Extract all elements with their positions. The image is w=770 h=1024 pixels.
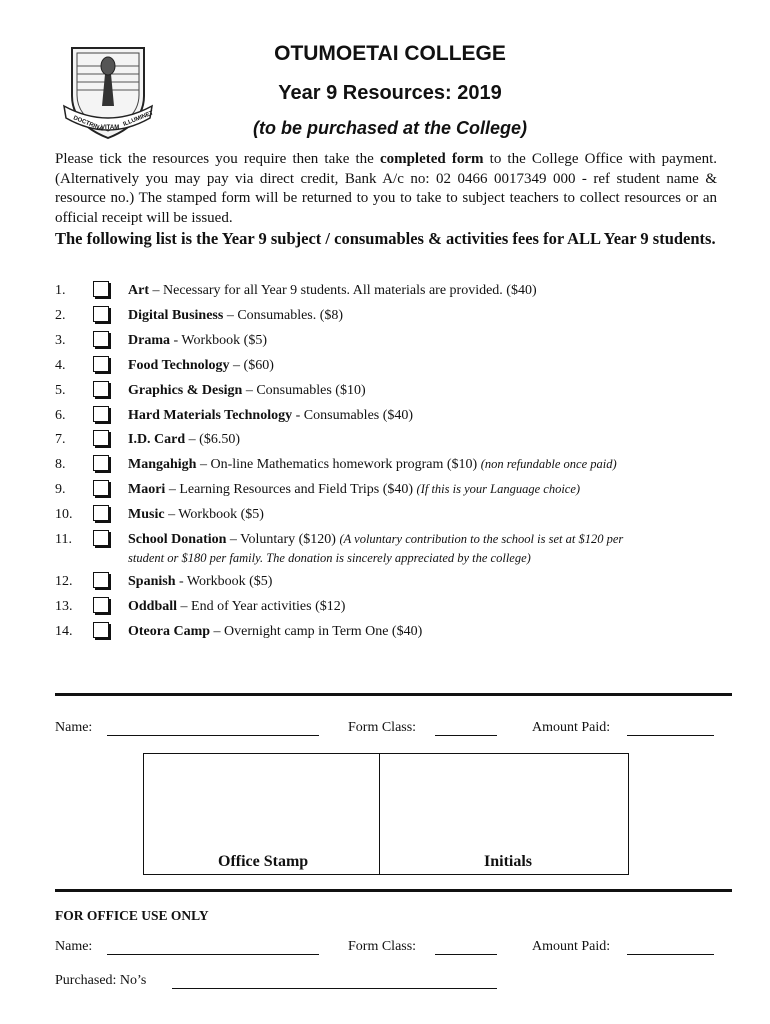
college-crest-logo (62, 44, 154, 142)
office-form-class-field[interactable] (435, 954, 497, 955)
name-label: Name: (55, 720, 93, 735)
item-name: Music (128, 507, 165, 522)
item-name: Art (128, 283, 149, 298)
crest-word-3: ILLUMINET (122, 110, 154, 128)
item-number: 6. (55, 408, 66, 423)
name-field[interactable] (107, 735, 319, 736)
office-name-label: Name: (55, 939, 93, 954)
item-checkbox[interactable] (93, 622, 109, 638)
item-note: (A voluntary contribution to the school is set at $120 per (339, 532, 624, 546)
item-name: Food Technology (128, 358, 230, 373)
item-description: – Learning Resources and Field Trips ($40) (165, 482, 417, 497)
item-description: – ($6.50) (185, 432, 240, 447)
divider (55, 693, 732, 696)
item-number: 12. (55, 574, 73, 589)
purchased-field[interactable] (172, 988, 497, 989)
item-name: Maori (128, 482, 166, 497)
item-checkbox[interactable] (93, 455, 109, 471)
item-name: Graphics & Design (128, 383, 243, 398)
item-description: – Consumables ($10) (242, 383, 366, 398)
item-text (128, 574, 272, 590)
item-text (128, 283, 537, 299)
item-number: 8. (55, 457, 66, 472)
item-number: 11. (55, 532, 72, 547)
item-text (128, 457, 617, 473)
item-description: – Workbook ($5) (164, 507, 264, 522)
form-class-field[interactable] (435, 735, 497, 736)
item-name: Digital Business (128, 308, 224, 323)
item-name: Hard Materials Technology (128, 408, 293, 423)
intro-text-1: Please tick the resources you require then take the (55, 151, 380, 167)
office-amount-paid-label: Amount Paid: (532, 939, 611, 954)
item-number: 3. (55, 333, 66, 348)
item-text (128, 358, 274, 374)
list-heading: The following list is the Year 9 subject / consumables & activities fees for ALL Year 9 students. (55, 229, 716, 248)
amount-paid-field[interactable] (627, 735, 714, 736)
item-number: 7. (55, 432, 66, 447)
item-checkbox[interactable] (93, 430, 109, 446)
item-text (128, 383, 366, 399)
item-text (128, 408, 413, 424)
item-number: 1. (55, 283, 66, 298)
item-checkbox[interactable] (93, 480, 109, 496)
crest-word-1: DOCTRINA (72, 115, 104, 133)
item-description: – On-line Mathematics homework program ($10) (196, 457, 481, 472)
item-text (128, 624, 422, 640)
item-checkbox[interactable] (93, 597, 109, 613)
stamp-box-divider (379, 753, 380, 875)
item-name: Drama (128, 333, 170, 348)
item-description: - Consumables ($40) (292, 408, 414, 423)
office-form-class-label: Form Class: (348, 939, 417, 954)
purchased-label: Purchased: No’s (55, 973, 147, 988)
item-name: Oteora Camp (128, 624, 211, 639)
item-description: – Voluntary ($120) (226, 532, 340, 547)
item-number: 10. (55, 507, 73, 522)
initials-label: Initials (484, 853, 533, 870)
item-name: School Donation (128, 532, 227, 547)
item-number: 4. (55, 358, 66, 373)
amount-paid-label: Amount Paid: (532, 720, 611, 735)
item-text (128, 333, 267, 349)
item-text (128, 507, 264, 523)
item-number: 14. (55, 624, 73, 639)
office-amount-paid-field[interactable] (627, 954, 714, 955)
item-number: 9. (55, 482, 66, 497)
form-class-label: Form Class: (348, 720, 417, 735)
item-checkbox[interactable] (93, 356, 109, 372)
item-name: Spanish (128, 574, 176, 589)
item-checkbox[interactable] (93, 281, 109, 297)
instructions-paragraph (55, 150, 717, 228)
item-number: 5. (55, 383, 66, 398)
item-number: 13. (55, 599, 73, 614)
item-name: Mangahigh (128, 457, 197, 472)
item-note-continued: student or $180 per family. The donation is sincerely appreciated by the college) (128, 551, 531, 565)
intro-bold: completed form (379, 151, 484, 167)
item-text (128, 599, 345, 615)
page-subtitle: (to be purchased at the College) (252, 118, 528, 138)
item-note: (If this is your Language choice) (416, 482, 581, 496)
item-note: (non refundable once paid) (480, 457, 617, 471)
item-description: – End of Year activities ($12) (177, 599, 346, 614)
item-checkbox[interactable] (93, 505, 109, 521)
page-title: Year 9 Resources: 2019 (278, 82, 502, 104)
item-name: Oddball (128, 599, 178, 614)
item-description: – ($60) (229, 358, 274, 373)
item-name: I.D. Card (128, 432, 186, 447)
item-checkbox[interactable] (93, 331, 109, 347)
office-stamp-box (143, 753, 629, 875)
item-number: 2. (55, 308, 66, 323)
crest-word-2: VITAM (101, 125, 120, 131)
item-description: - Workbook ($5) (175, 574, 273, 589)
divider (55, 889, 732, 892)
intro-text-2: to the College Office with payment. (Alternatively you may pay via direct credit, Bank A/c no: 02 0466 0017349 000 - ref student name & resource no.) The stamped form will be returned to you to take to subject teachers to collect resources or an official receipt will be issued. (55, 151, 717, 226)
item-checkbox[interactable] (93, 530, 109, 546)
office-name-field[interactable] (107, 954, 319, 955)
college-name: OTUMOETAI COLLEGE (274, 42, 506, 65)
item-text (128, 482, 580, 498)
item-text (128, 308, 343, 324)
item-checkbox[interactable] (93, 572, 109, 588)
item-description: – Overnight camp in Term One ($40) (210, 624, 423, 639)
item-text (128, 532, 623, 548)
item-checkbox[interactable] (93, 306, 109, 322)
item-description: – Consumables. ($8) (223, 308, 344, 323)
office-use-heading: FOR OFFICE USE ONLY (55, 908, 209, 923)
item-checkbox[interactable] (93, 406, 109, 422)
item-description: – Necessary for all Year 9 students. All materials are provided. ($40) (149, 283, 537, 298)
item-description: - Workbook ($5) (170, 333, 267, 348)
office-stamp-label: Office Stamp (218, 853, 309, 870)
item-text (128, 432, 240, 448)
item-checkbox[interactable] (93, 381, 109, 397)
